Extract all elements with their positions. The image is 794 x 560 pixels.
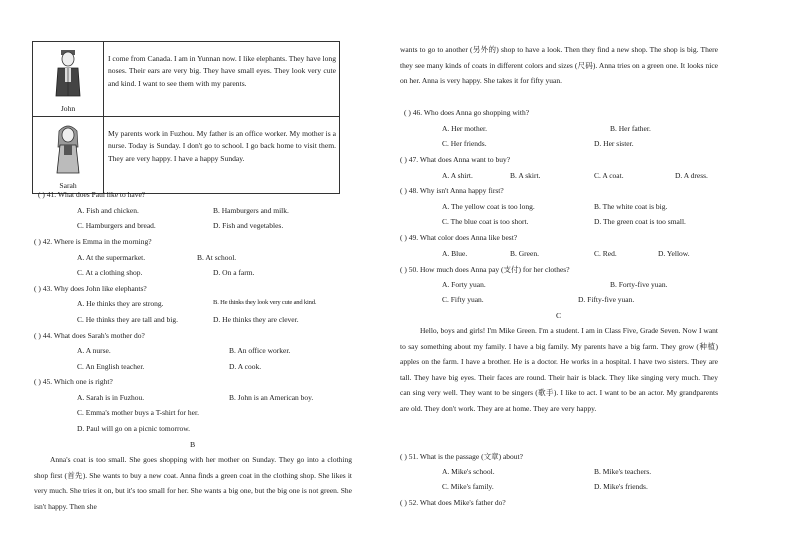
person-text: I come from Canada. I am in Yunnan now. I like elephants. They have long noses. Their ears are very big. They have small eyes. They look very cute and kind. I want to see them with my parents. (104, 42, 340, 117)
option: C. An English teacher. (77, 362, 145, 371)
question-stem: ( ) 43. Why does John like elephants? (34, 284, 147, 293)
question-stem: ( ) 42. Where is Emma in the morning? (34, 237, 152, 246)
option: B. The white coat is big. (594, 202, 668, 211)
section-b-heading: B (190, 440, 196, 449)
option: B. Mike's teachers. (594, 467, 652, 476)
question-stem: ( ) 49. What color does Anna like best? (400, 233, 518, 242)
option: C. At a clothing shop. (77, 268, 143, 277)
person-name: John (60, 104, 76, 113)
person-text: My parents work in Fuzhou. My father is an office worker. My mother is a nurse. Today is Sunday. I don't go to school. I go back home to visit them. They are very happy. I have a happy Sunday. (104, 117, 340, 194)
option: D. Her sister. (594, 139, 634, 148)
option: A. At the supermarket. (77, 253, 146, 262)
option: D. Yellow. (658, 249, 690, 258)
option: B. Her father. (610, 124, 651, 133)
option: A. Blue. (442, 249, 468, 258)
option: A. Fish and chicken. (77, 206, 139, 215)
person-row-john (33, 42, 340, 117)
option: C. Her friends. (442, 139, 487, 148)
option: A. He thinks they are strong. (77, 299, 164, 308)
option: B. An office worker. (229, 346, 291, 355)
option: C. He thinks they are tall and big. (77, 315, 179, 324)
option: A. The yellow coat is too long. (442, 202, 535, 211)
option: C. Hamburgers and bread. (77, 221, 156, 230)
option: D. Paul will go on a picnic tomorrow. (77, 424, 191, 433)
option: A. Sarah is in Fuzhou. (77, 393, 145, 402)
question-stem: ( ) 48. Why isn't Anna happy first? (400, 186, 504, 195)
option: A. Her mother. (442, 124, 487, 133)
option: D. Mike's friends. (594, 482, 648, 491)
option: C. A coat. (594, 171, 624, 180)
john-figure-icon (53, 48, 83, 98)
option: B. A skirt. (510, 171, 541, 180)
section-c-paragraph: Hello, boys and girls! I'm Mike Green. I'm a student. I am in Class Five, Grade Seven. Now I want to say something about my family. I have a big family. My parents have a big farm. They grow (种植) apples on the farm. I have a brother. He is a doctor. He works in a hospital. I have two sisters. They are tall. They have big eyes. Their faces are round. Their hair is black. They like singing very much. They can sing very well. They want to be singers (歌手). I like to act. I want to be an actor. My grandparents are old. They don't work. They are at home. They are very happy. (400, 326, 718, 413)
option: C. Fifty yuan. (442, 295, 484, 304)
section-b-paragraph-left: Anna's coat is too small. She goes shopping with her mother on Sunday. They go into a clothing shop first (首先). She wants to buy a new coat. Anna finds a green coat in the clothing shop. She likes it very much. She tries it on, but it's too small for her. She wants a big one, but the big one is not green. She isn't happy. Then she (34, 455, 352, 511)
people-table (32, 41, 340, 194)
option: D. Fish and vegetables. (213, 221, 284, 230)
option: C. The blue coat is too short. (442, 217, 529, 226)
option: A. A shirt. (442, 171, 473, 180)
section-c-heading: C (556, 311, 562, 320)
option: B. Hamburgers and milk. (213, 206, 289, 215)
question-stem: ( ) 41. What does Paul like to have? (38, 190, 146, 199)
option: B. At school. (197, 253, 237, 262)
sarah-picture-cell (33, 117, 104, 194)
option: C. Red. (594, 249, 617, 258)
option: D. Fifty-five yuan. (578, 295, 635, 304)
option: A. Forty yuan. (442, 280, 486, 289)
section-b-paragraph-right: wants to go to another (另外的) shop to have a look. Then they find a new shop. The shop is big. There they see many kinds of coats in different colors and sizes (尺码). Anna tries on a green one. It looks nice on her. Anna is very happy. She takes it for fifty yuan. (400, 45, 718, 86)
option: B. Forty-five yuan. (610, 280, 668, 289)
question-stem: ( ) 46. Who does Anna go shopping with? (404, 108, 530, 117)
option: C. Mike's family. (442, 482, 494, 491)
option: D. A cook. (229, 362, 262, 371)
question-stem: ( ) 51. What is the passage (文章) about? (400, 452, 523, 461)
question-stem: ( ) 44. What does Sarah's mother do? (34, 331, 145, 340)
question-stem: ( ) 52. What does Mike's father do? (400, 498, 506, 507)
question-stem: ( ) 45. Which one is right? (34, 377, 113, 386)
sarah-figure-icon (53, 123, 83, 175)
option: A. A nurse. (77, 346, 111, 355)
person-name: Sarah (59, 181, 77, 190)
question-stem: ( ) 47. What does Anna want to buy? (400, 155, 511, 164)
option: B. John is an American boy. (229, 393, 314, 402)
option: D. A dress. (675, 171, 708, 180)
option: C. Emma's mother buys a T-shirt for her. (77, 408, 199, 417)
option: D. On a farm. (213, 268, 255, 277)
option: A. Mike's school. (442, 467, 495, 476)
option: B. Green. (510, 249, 539, 258)
option: D. The green coat is too small. (594, 217, 686, 226)
question-stem: ( ) 50. How much does Anna pay (支付) for her clothes? (400, 265, 570, 274)
john-picture-cell (33, 42, 104, 117)
person-row-sarah (33, 117, 340, 194)
option: D. He thinks they are clever. (213, 315, 299, 324)
option: B. He thinks they look very cute and kind. (213, 299, 317, 306)
